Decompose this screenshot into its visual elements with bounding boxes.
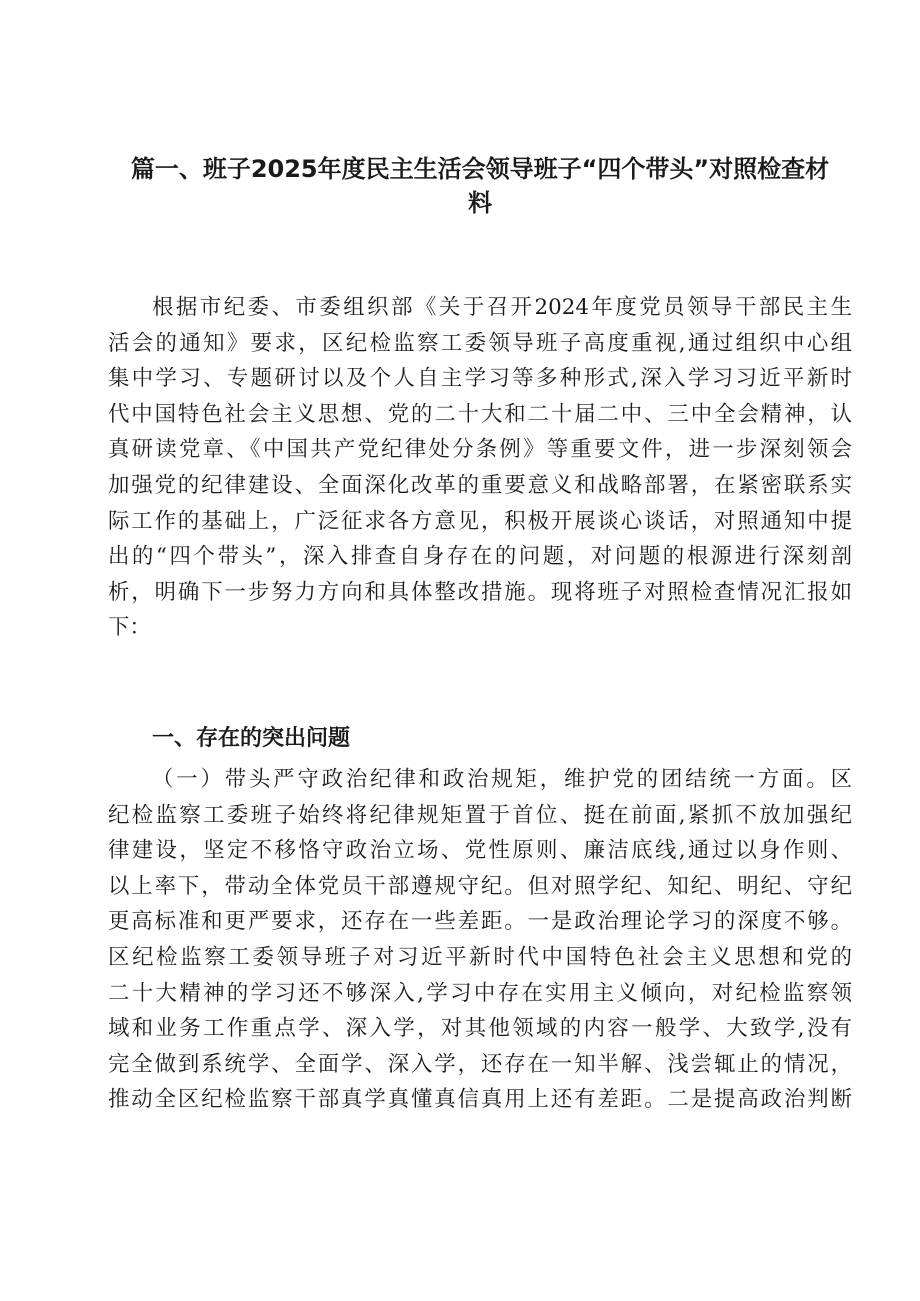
section-heading: 一、存在的突出问题 (152, 726, 351, 751)
intro-paragraph (108, 290, 852, 646)
document-title (100, 152, 860, 220)
intro-line: 集中学习、专题研讨以及个人自主学习等多种形式,深入学习习近平新时 (108, 366, 852, 392)
section1-line: 完全做到系统学、全面学、深入学，还存在一知半解、浅尝辄止的情况， (108, 1051, 852, 1077)
section1-line: 域和业务工作重点学、深入学，对其他领域的内容一般学、大致学,没有 (108, 1016, 852, 1042)
section1-paragraph (108, 762, 852, 1118)
section1-line: 推动全区纪检监察干部真学真懂真信真用上还有差距。二是提高政治判断 (108, 1087, 852, 1113)
intro-line: 析，明确下一步努力方向和具体整改措施。现将班子对照检查情况汇报如 (108, 579, 852, 605)
section1-line: 纪检监察工委班子始终将纪律规矩置于首位、挺在前面,紧抓不放加强纪 (108, 802, 852, 828)
intro-line: 出的“四个带头”，深入排查自身存在的问题，对问题的根源进行深刻剖 (108, 544, 852, 570)
section1-line: （一）带头严守政治纪律和政治规矩，维护党的团结统一方面。区 (152, 767, 852, 792)
title-line-1: 篇一、班子2025年度民主生活会领导班子“四个带头”对照检查材 (130, 155, 830, 183)
section1-line: 以上率下，带动全体党员干部遵规守纪。但对照学纪、知纪、明纪、守纪 (108, 873, 852, 899)
section1-line: 区纪检监察工委领导班子对习近平新时代中国特色社会主义思想和党的 (108, 944, 852, 970)
title-line-2: 料 (468, 189, 492, 217)
section1-line: 更高标准和更严要求，还存在一些差距。一是政治理论学习的深度不够。 (108, 909, 852, 935)
section1-line: 二十大精神的学习还不够深入,学习中存在实用主义倾向，对纪检监察领 (108, 980, 852, 1006)
intro-line: 下： (108, 615, 151, 641)
intro-line: 加强党的纪律建设、全面深化改革的重要意义和战略部署，在紧密联系实 (108, 472, 852, 498)
intro-line: 根据市纪委、市委组织部《关于召开2024年度党员领导干部民主生 (152, 295, 852, 320)
intro-line: 际工作的基础上，广泛征求各方意见，积极开展谈心谈话，对照通知中提 (108, 508, 852, 534)
intro-line: 真研读党章、《中国共产党纪律处分条例》等重要文件，进一步深刻领会 (108, 437, 852, 463)
section1-line: 律建设，坚定不移恪守政治立场、党性原则、廉洁底线,通过以身作则、 (108, 838, 852, 864)
intro-line: 活会的通知》要求，区纪检监察工委领导班子高度重视,通过组织中心组 (108, 330, 852, 356)
intro-line: 代中国特色社会主义思想、党的二十大和二十届二中、三中全会精神，认 (108, 401, 852, 427)
